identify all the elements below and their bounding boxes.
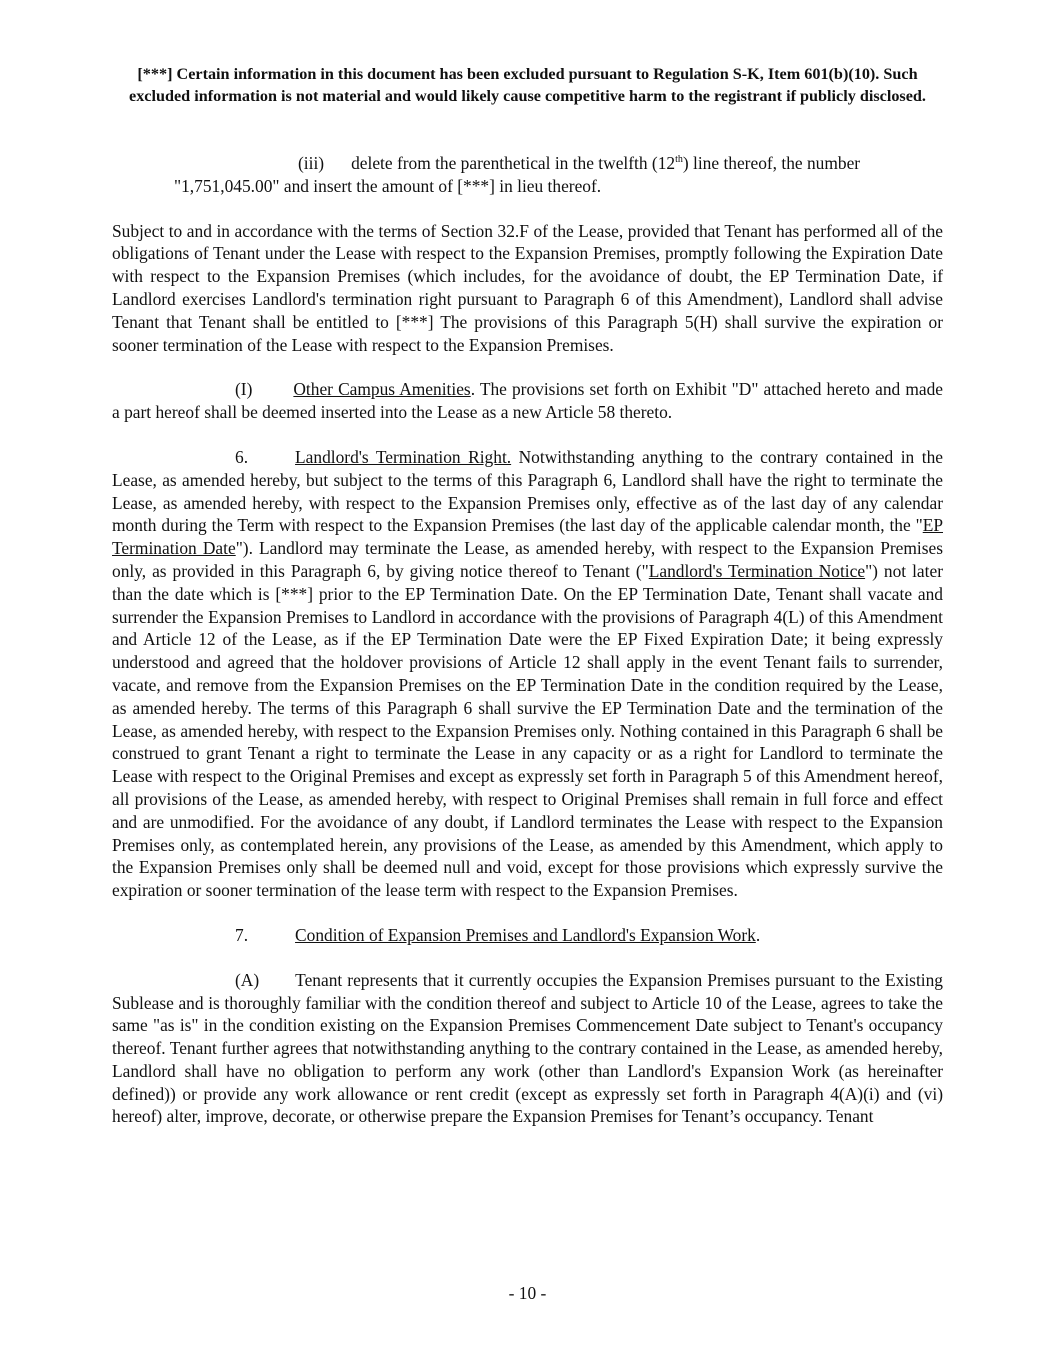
paragraph-i-label: (I) <box>235 379 253 400</box>
paragraph-i <box>112 378 943 424</box>
paragraph-7-label: 7. <box>235 924 249 945</box>
clause-iii-text-end: ) line thereof, the number <box>682 153 861 173</box>
paragraph-7a-label: (A) <box>235 969 260 990</box>
clause-iii-text: delete from the parenthetical in the twelfth (12 <box>351 153 676 173</box>
page-number: - 10 - <box>508 1283 547 1303</box>
clause-iii-superscript: th <box>675 154 683 165</box>
clause-iii-label: (iii) <box>298 153 325 173</box>
paragraph-i-title: Other Campus Amenities <box>293 379 471 400</box>
paragraph-6-title: Landlord's Termination Right. <box>295 446 512 467</box>
paragraph-i-text: . The provisions set forth on Exhibit "D" attached hereto and made a part hereof shall be deemed inserted into the Lease as a new Article 58 thereto. <box>112 379 943 423</box>
document-body <box>112 152 943 1128</box>
redaction-notice: [***] Certain information in this document has been excluded pursuant to Regulation S-K, Item 601(b)(10). Such excluded information is not material and would likely cause competitive harm to the registrant if publicly disclosed. <box>129 65 926 105</box>
paragraph-7a <box>112 969 943 1129</box>
paragraph-6-text1: Notwithstanding anything to the contrary contained in the Lease, as amended hereby, but subject to the terms of this Paragraph 6, Landlord shall have the right to terminate the Lease, as amended hereby, with respect to the Expansion Premises only, effective as of the last day of any calendar month during the Term with respect to the Expansion Premises (the last day of the applicable calendar month, the " <box>112 446 943 536</box>
paragraph-subject: Subject to and in accordance with the terms of Section 32.F of the Lease, provided that Tenant has performed all of the obligations of Tenant under the Lease with respect to the Expansion Premises, promptly following the Expiration Date with respect to the Expansion Premises (which includes, for the avoidance of doubt, the EP Termination Date, if Landlord exercises Landlord's termination right pursuant to Paragraph 6 of this Amendment), Landlord shall advise Tenant that Tenant shall be entitled to [***] The provisions of this Paragraph 5(H) shall survive the expiration or sooner termination of the Lease with respect to the Expansion Premises. <box>112 220 943 355</box>
paragraph-6-text3: ") not later than the date which is [***] prior to the EP Termination Date. On the EP Termination Date, Tenant shall vacate and surrender the Expansion Premises to Landlord in accordance with the provisions of Paragraph 4(L) of this Amendment and Article 12 of the Lease, as if the EP Termination Date were the EP Fixed Expiration Date; it being expressly understood and agreed that the holdover provisions of Article 12 shall apply in the event Tenant fails to surrender, vacate, and remove from the Expansion Premises on the EP Termination Date in the condition required by the Lease, as amended hereby. The terms of this Paragraph 6 shall survive the EP Termination Date and the termination of the Lease, as amended hereby, with respect to the Expansion Premises only. Nothing contained in this Paragraph 6 shall be construed to grant Tenant a right to terminate the Lease in any capacity or as a right for Landlord to terminate the Lease with respect to the Original Premises and except as expressly set forth in Paragraph 5 of this Amendment hereof, all provisions of the Lease, as amended hereby, with respect to Original Premises shall remain in full force and effect and are unmodified. For the avoidance of any doubt, if Landlord terminates the Lease with respect to the Expansion Premises only, as contemplated herein, any provisions of the Lease, as amended by this Amendment, which apply to the Expansion Premises only shall be deemed null and void, except for those provisions which expressly survive the expiration or sooner termination of the lease term with respect to the Expansion Premises. <box>112 560 943 901</box>
paragraph-6 <box>112 446 943 902</box>
paragraph-7-title: Condition of Expansion Premises and Landlord's Expansion Work <box>295 924 756 945</box>
term-ep-termination-date: EP Termination Date <box>112 515 943 559</box>
term-termination-notice: Landlord's Termination Notice <box>648 560 866 581</box>
paragraph-7-heading <box>112 924 943 947</box>
clause-iii-line2: "1,751,045.00" and insert the amount of [***] in lieu thereof. <box>174 175 602 196</box>
paragraph-6-text2: "). Landlord may terminate the Lease, as amended hereby, with respect to the Expansion Premises only, as provided in this Paragraph 6, by giving notice thereof to Tenant (" <box>112 538 944 581</box>
paragraph-6-label: 6. <box>235 446 249 467</box>
paragraph-7-suffix: . <box>755 924 761 945</box>
clause-iii <box>112 152 943 175</box>
paragraph-7a-text: Tenant represents that it currently occupies the Expansion Premises pursuant to the Existing Sublease and is thoroughly familiar with the condition thereof and subject to Article 10 of the Lease, agrees to take the same "as is" in the condition existing on the Expansion Premises Commencement Date subject to Tenant's occupancy thereof. Tenant further agrees that notwithstanding anything to the contrary contained in the Lease, as amended hereby, Landlord shall have no obligation to perform any work (other than Landlord's Expansion Work (as hereinafter defined)) or provide any work allowance or rent credit (except as expressly set forth in Paragraph 4(A)(i) and (vi) hereof) alter, improve, decorate, or otherwise prepare the Expansion Premises for Tenant’s occupancy. Tenant <box>112 969 943 1127</box>
